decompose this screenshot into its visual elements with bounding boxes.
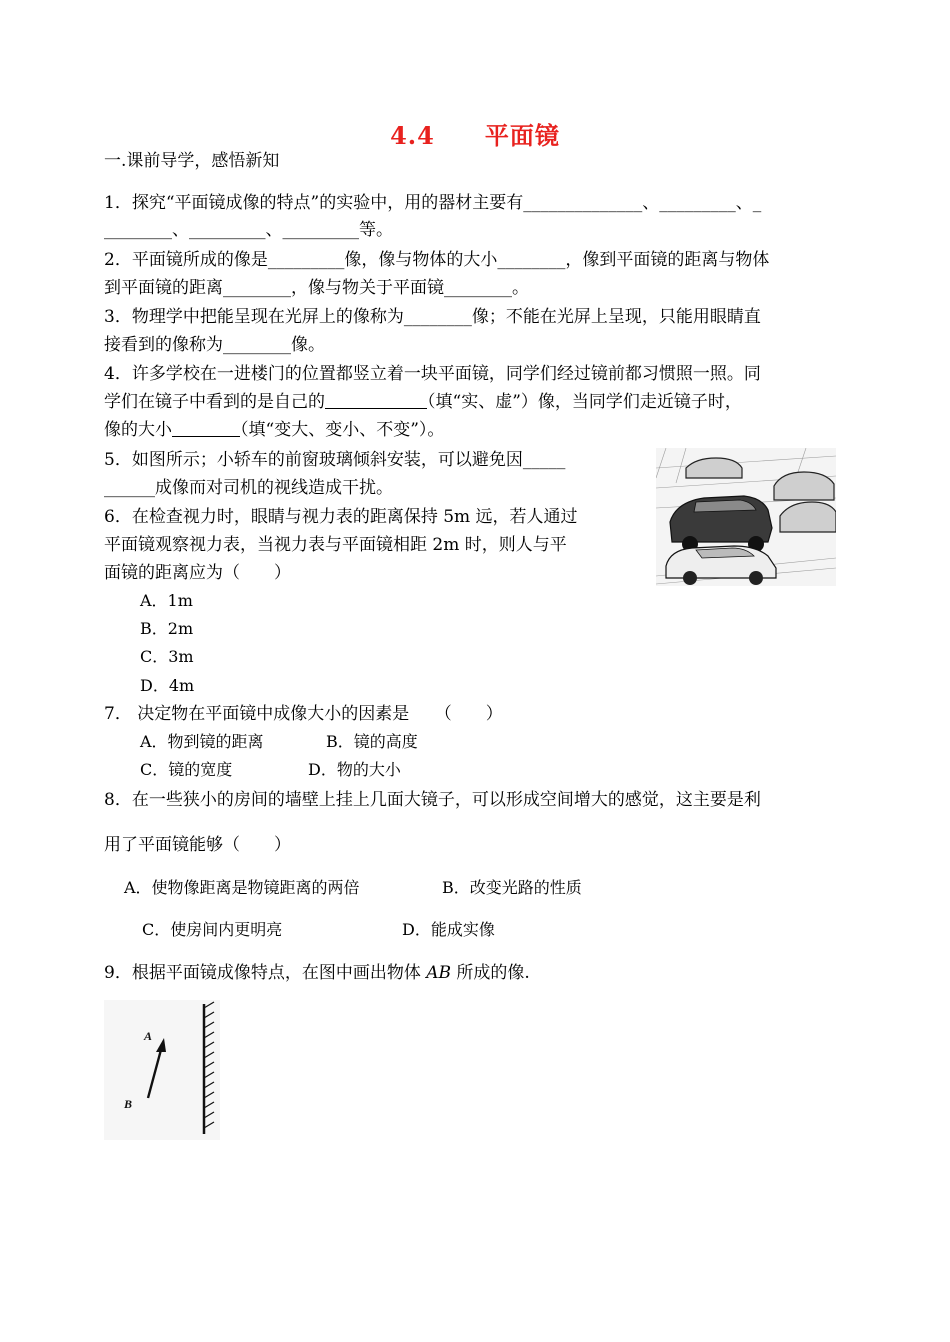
question-4-line-3: [104, 418, 444, 442]
question-9-text-start: 9．根据平面镜成像特点，在图中画出物体: [104, 963, 427, 983]
question-9-text-end: 所成的像.: [451, 963, 530, 983]
section-heading: 一.课前导学，感悟新知: [104, 151, 280, 171]
question-4-line-2-end: （填“实、虚”）像，当同学们走近镜子时，: [427, 392, 742, 412]
answer-blank: [325, 392, 427, 412]
question-1-line-1: 1．探究“平面镜成像的特点”的实验中，用的器材主要有______________、_________、_: [104, 193, 762, 213]
question-5-line-1: 5．如图所示；小轿车的前窗玻璃倾斜安装，可以避免因_____: [104, 450, 566, 470]
question-7-option-a: A．物到镜的距离: [140, 732, 264, 751]
question-1-line-2: ________、_________、_________等。: [104, 220, 393, 240]
question-8-option-a: A．使物像距离是物镜距离的两倍: [124, 878, 360, 897]
object-ab-label: AB: [426, 963, 452, 983]
question-2-line-1: 2．平面镜所成的像是_________像，像与物体的大小________，像到平面镜的距离与物体: [104, 250, 770, 270]
mirror-ab-figure: [104, 1000, 220, 1140]
question-4-line-2: [104, 390, 742, 414]
question-3-line-2: 接看到的像称为________像。: [104, 335, 325, 355]
question-3-line-1: 3．物理学中把能呈现在光屏上的像称为________像；不能在光屏上呈现，只能用眼睛直: [104, 307, 761, 327]
question-5-line-2: ______成像而对司机的视线造成干扰。: [104, 478, 393, 498]
question-7-option-d: D．物的大小: [308, 760, 401, 779]
question-6-option-c: C．3m: [140, 647, 194, 666]
question-4-line-1: 4．许多学校在一进楼门的位置都竖立着一块平面镜，同学们经过镜前都习惯照一照。同: [104, 364, 761, 384]
point-a-label: A: [144, 1029, 153, 1043]
question-8-line-1: 8．在一些狭小的房间的墙壁上挂上几面大镜子，可以形成空间增大的感觉，这主要是利: [104, 790, 761, 810]
point-b-label: B: [124, 1097, 133, 1111]
question-4-line-3-start: 像的大小: [104, 420, 172, 440]
question-4-line-2-start: 学们在镜子中看到的是自己的: [104, 392, 325, 412]
question-7-option-b: B．镜的高度: [326, 732, 418, 751]
question-8-option-c: C．使房间内更明亮: [142, 920, 283, 939]
question-9-text: [104, 961, 530, 985]
question-6-option-a: A．1m: [140, 591, 193, 610]
page-title: 4.4 平面镜: [390, 121, 560, 150]
answer-blank: [172, 420, 240, 440]
car-windshield-illustration: [656, 448, 836, 586]
question-6-option-b: B．2m: [140, 619, 194, 638]
question-4-line-3-end: （填“变大、变小、不变”）。: [240, 420, 445, 440]
question-6-line-2: 平面镜观察视力表，当视力表与平面镜相距 2m 时，则人与平: [104, 535, 567, 555]
question-7-option-c: C．镜的宽度: [140, 760, 233, 779]
question-6-line-1: 6．在检查视力时，眼睛与视力表的距离保持 5m 远，若人通过: [104, 507, 578, 527]
question-8-option-b: B．改变光路的性质: [442, 878, 582, 897]
question-6-line-3: 面镜的距离应为（ ）: [104, 563, 291, 583]
question-8-line-2: 用了平面镜能够（ ）: [104, 835, 291, 855]
question-2-line-2: 到平面镜的距离________，像与物关于平面镜________。: [104, 278, 529, 298]
question-8-option-d: D．能成实像: [402, 920, 495, 939]
question-6-option-d: D．4m: [140, 676, 195, 695]
question-7-stem: 7． 决定物在平面镜中成像大小的因素是 （ ）: [104, 704, 503, 724]
